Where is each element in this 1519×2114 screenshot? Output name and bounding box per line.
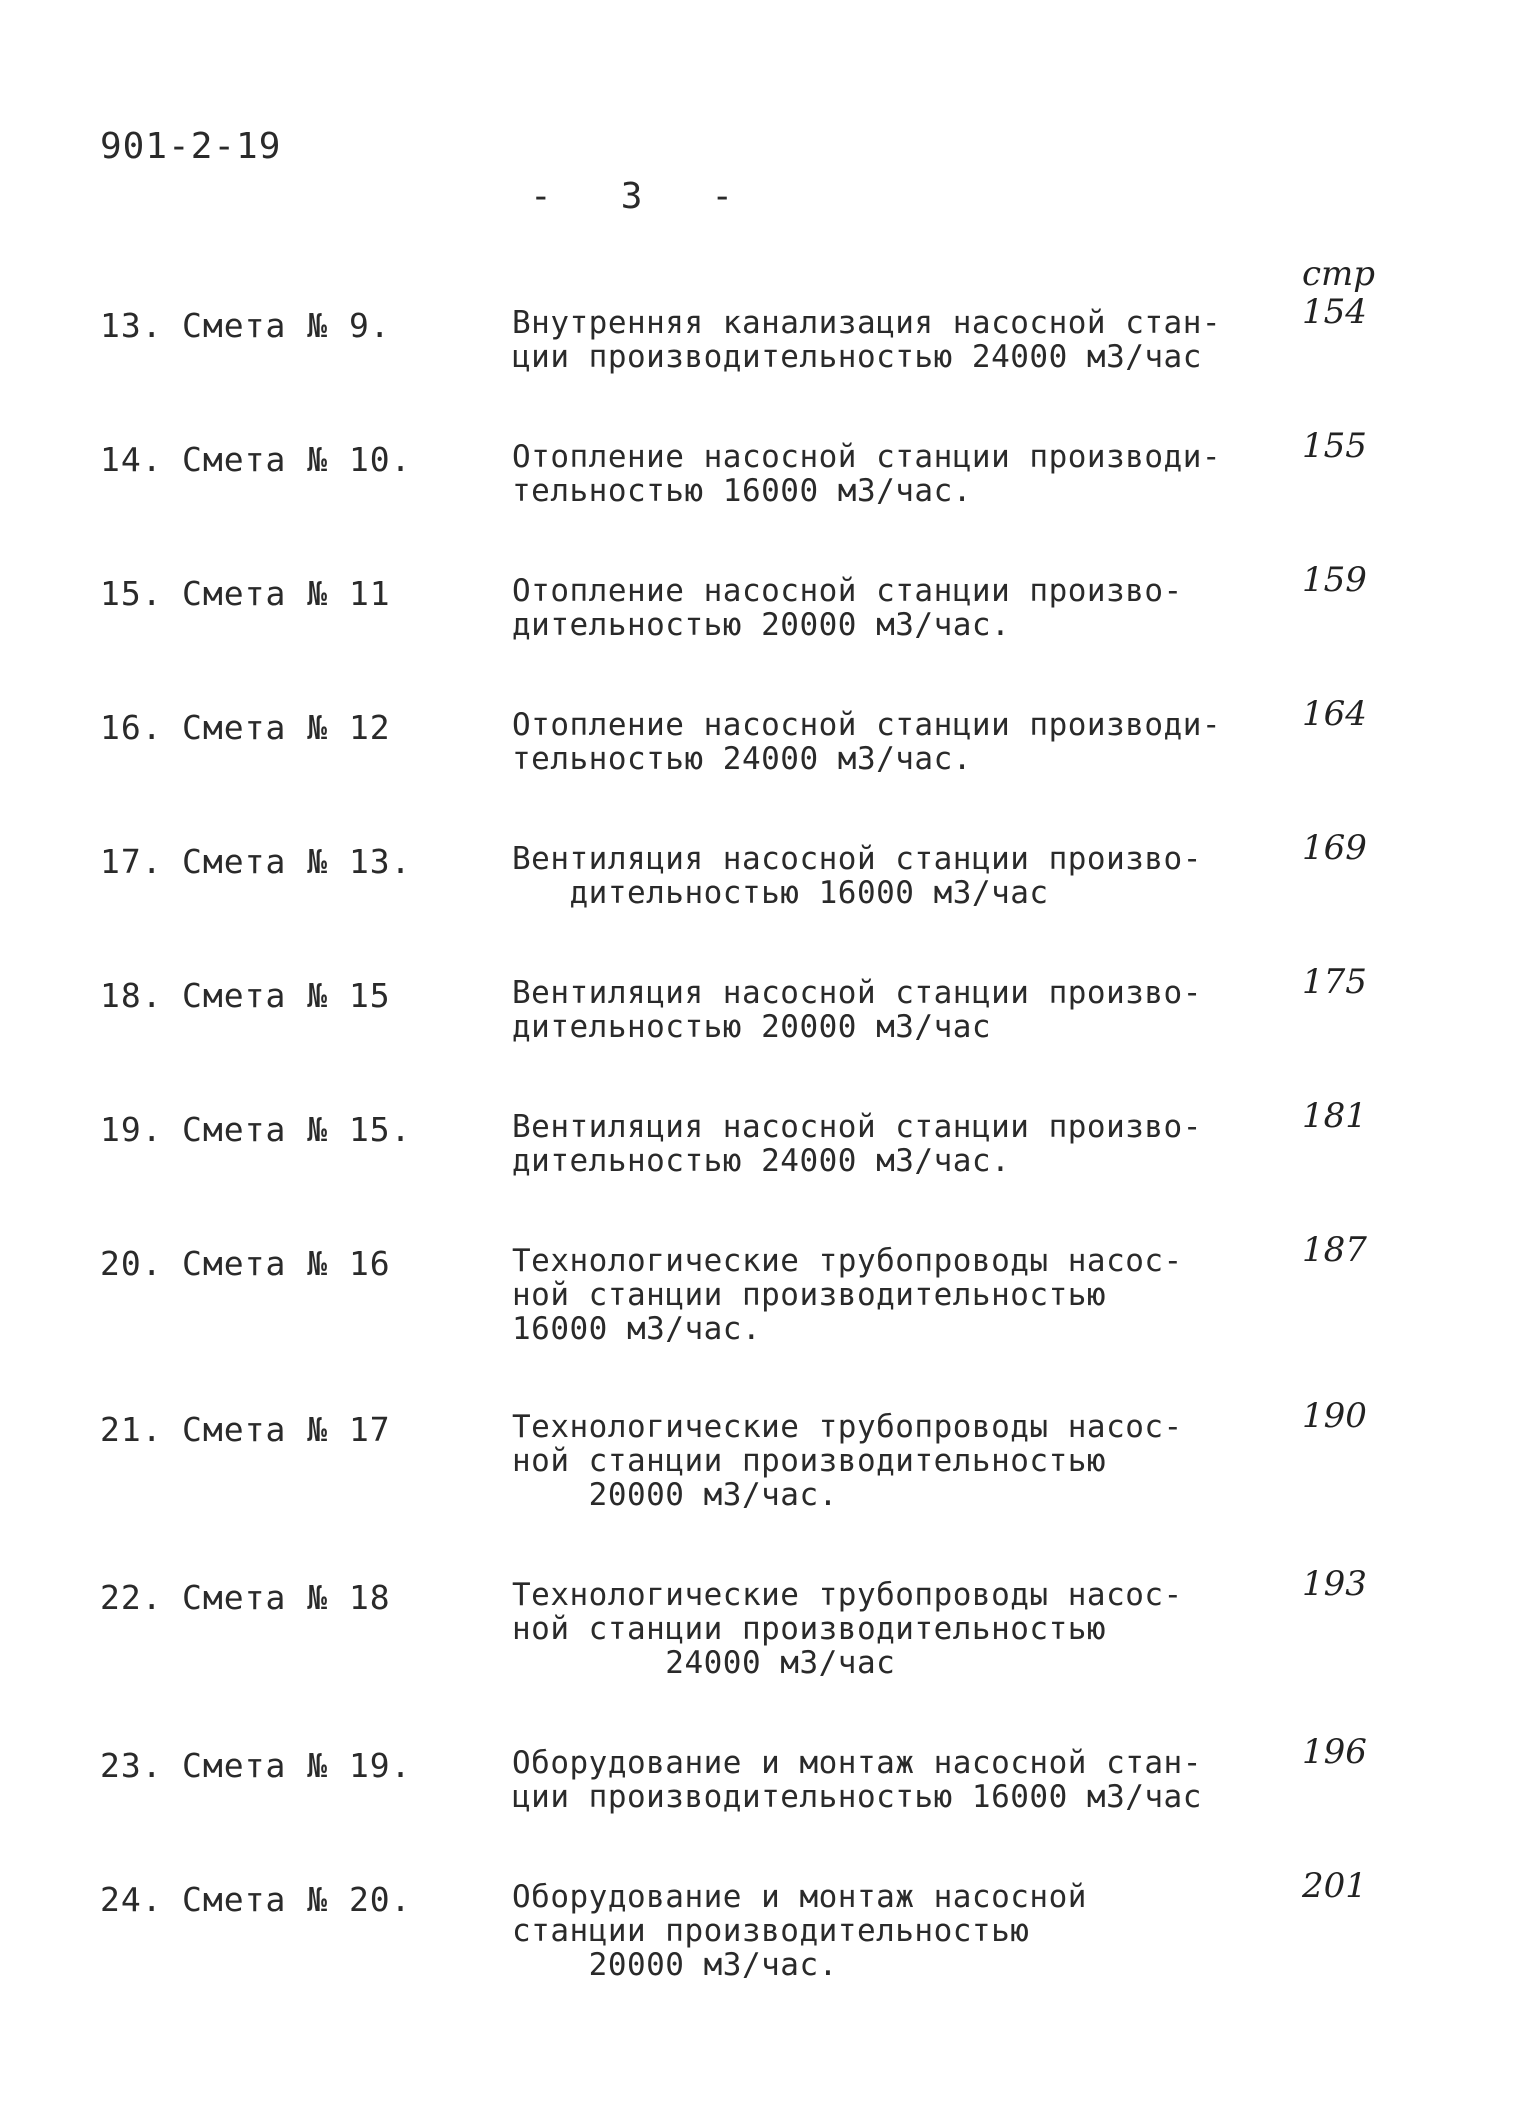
entry-description	[512, 1880, 1272, 1982]
entry-number: 17.	[100, 842, 163, 881]
entry-description-line: Технологические трубопроводы насос-	[512, 1243, 1183, 1279]
entry-description-line: Оборудование и монтаж насосной	[512, 1879, 1087, 1915]
entry-estimate-label: Смета № 9.	[182, 306, 391, 345]
estimate-entry	[0, 292, 1519, 426]
entry-description-line: Вентиляция насосной станции произво-	[512, 975, 1202, 1011]
entry-description	[512, 1410, 1272, 1512]
entry-description-line: станции производительностью	[512, 1913, 1030, 1949]
estimate-entry	[0, 1732, 1519, 1866]
entry-page-number: 154	[1302, 292, 1367, 332]
entry-description-line: дительностью 16000 м3/час	[512, 875, 1049, 911]
entry-description-line: ной станции производительностью	[512, 1277, 1107, 1313]
entry-page-number: 181	[1302, 1096, 1367, 1136]
entry-description	[512, 1746, 1272, 1814]
entry-page-number: 164	[1302, 694, 1367, 734]
entry-number: 23.	[100, 1746, 163, 1785]
entry-description-line: Отопление насосной станции производи-	[512, 439, 1222, 475]
entry-description	[512, 1110, 1272, 1178]
entry-description-line: Технологические трубопроводы насос-	[512, 1577, 1183, 1613]
entry-number: 18.	[100, 976, 163, 1015]
entry-description-line: ной станции производительностью	[512, 1611, 1107, 1647]
entry-description	[512, 574, 1272, 642]
entry-description-line: дительностью 20000 м3/час.	[512, 607, 1011, 643]
entry-description-line: Отопление насосной станции произво-	[512, 573, 1183, 609]
entry-description-line: 20000 м3/час.	[512, 1477, 838, 1513]
entry-number: 22.	[100, 1578, 163, 1617]
entry-description-line: Отопление насосной станции производи-	[512, 707, 1222, 743]
entry-page-number: 155	[1302, 426, 1367, 466]
entry-number: 24.	[100, 1880, 163, 1919]
estimate-entry	[0, 1230, 1519, 1364]
entry-description-line: ции производительностью 24000 м3/час	[512, 339, 1202, 375]
entry-page-number: 193	[1302, 1564, 1367, 1604]
page-number: - 3 -	[530, 176, 735, 217]
entry-description-line: тельностью 16000 м3/час.	[512, 473, 972, 509]
estimate-entry	[0, 426, 1519, 560]
entry-estimate-label: Смета № 19.	[182, 1746, 412, 1785]
entry-description-line: Технологические трубопроводы насос-	[512, 1409, 1183, 1445]
entry-number: 14.	[100, 440, 163, 479]
entry-estimate-label: Смета № 11	[182, 574, 391, 613]
entry-number: 20.	[100, 1244, 163, 1283]
entry-description-line: 16000 м3/час.	[512, 1311, 762, 1347]
entry-description	[512, 708, 1272, 776]
estimate-entry	[0, 1866, 1519, 2000]
entry-description-line: тельностью 24000 м3/час.	[512, 741, 972, 777]
entry-estimate-label: Смета № 16	[182, 1244, 391, 1283]
entry-page-number: 190	[1302, 1396, 1367, 1436]
entry-page-number: 169	[1302, 828, 1367, 868]
entry-description	[512, 440, 1272, 508]
entry-estimate-label: Смета № 18	[182, 1578, 391, 1617]
entry-description	[512, 842, 1272, 910]
estimate-entry	[0, 694, 1519, 828]
entry-estimate-label: Смета № 10.	[182, 440, 412, 479]
entry-description-line: Вентиляция насосной станции произво-	[512, 841, 1202, 877]
entry-estimate-label: Смета № 20.	[182, 1880, 412, 1919]
page-column-header: стр	[1302, 254, 1376, 294]
entry-estimate-label: Смета № 17	[182, 1410, 391, 1449]
entry-description-line: 20000 м3/час.	[512, 1947, 838, 1983]
entry-number: 13.	[100, 306, 163, 345]
entry-description-line: Вентиляция насосной станции произво-	[512, 1109, 1202, 1145]
entry-description-line: дительностью 20000 м3/час	[512, 1009, 992, 1045]
entry-estimate-label: Смета № 12	[182, 708, 391, 747]
entry-number: 16.	[100, 708, 163, 747]
entry-description	[512, 306, 1272, 374]
estimate-entry	[0, 1396, 1519, 1530]
entry-page-number: 175	[1302, 962, 1367, 1002]
entry-number: 19.	[100, 1110, 163, 1149]
estimate-entry	[0, 560, 1519, 694]
entry-description-line: Внутренняя канализация насосной стан-	[512, 305, 1222, 341]
estimate-entry	[0, 962, 1519, 1096]
entry-number: 21.	[100, 1410, 163, 1449]
entry-page-number: 201	[1302, 1866, 1367, 1906]
estimate-entry	[0, 828, 1519, 962]
entry-description	[512, 1244, 1272, 1346]
entry-estimate-label: Смета № 15	[182, 976, 391, 1015]
entry-description	[512, 976, 1272, 1044]
entry-number: 15.	[100, 574, 163, 613]
document-code: 901-2-19	[100, 126, 282, 167]
entry-description-line: 24000 м3/час	[512, 1645, 896, 1681]
entry-description-line: Оборудование и монтаж насосной стан-	[512, 1745, 1202, 1781]
entry-page-number: 196	[1302, 1732, 1367, 1772]
entry-page-number: 159	[1302, 560, 1367, 600]
entry-description-line: дительностью 24000 м3/час.	[512, 1143, 1011, 1179]
entry-estimate-label: Смета № 13.	[182, 842, 412, 881]
entry-description-line: ции производительностью 16000 м3/час	[512, 1779, 1202, 1815]
estimate-entry	[0, 1096, 1519, 1230]
entry-description	[512, 1578, 1272, 1680]
entry-estimate-label: Смета № 15.	[182, 1110, 412, 1149]
entry-description-line: ной станции производительностью	[512, 1443, 1107, 1479]
entry-page-number: 187	[1302, 1230, 1367, 1270]
estimate-entry	[0, 1564, 1519, 1698]
